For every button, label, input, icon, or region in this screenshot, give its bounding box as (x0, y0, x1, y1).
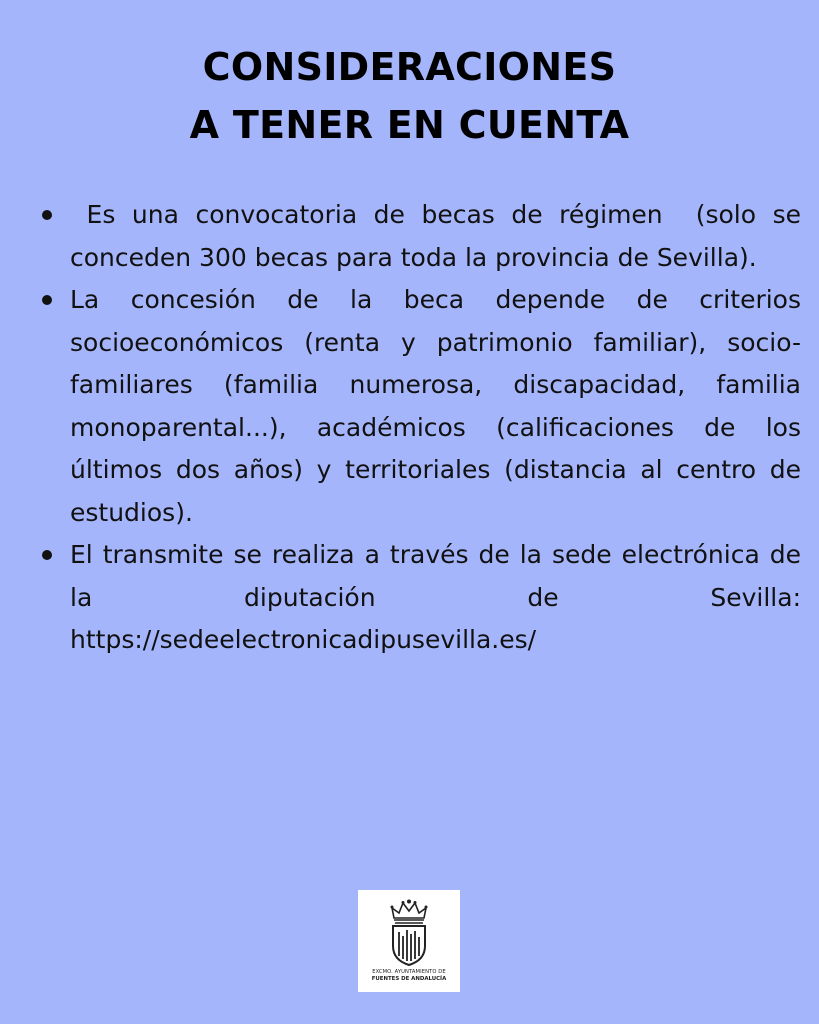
list-item-text: Es una convocatoria de becas de régimen (solo se conceden 300 becas para toda la provincia de Sevilla). (70, 200, 809, 272)
list-item (70, 194, 809, 279)
title-line-1: CONSIDERACIONES (202, 45, 617, 89)
logo-caption-line-1: EXCMO. AYUNTAMIENTO DE (372, 969, 446, 975)
coat-of-arms-icon (386, 898, 432, 968)
logo-caption-line-2: FUENTES DE ANDALUCÍA (371, 976, 447, 982)
list-item (70, 279, 801, 534)
list-item-text: La concesión de la beca depende de criterios socioeconómicos (renta y patrimonio familiar), socio-familiares (familia numerosa, discapacidad, familia monoparental...), académicos (calificaciones de los últimos dos años) y territoriales (distancia al centro de estudios). (70, 285, 801, 527)
title-line-2: A TENER EN CUENTA (189, 103, 630, 147)
list-item (70, 534, 801, 662)
considerations-list (70, 194, 809, 662)
list-item-text: El transmite se realiza a través de la sede electrónica de la diputación de Sevilla: https://sedeelectronicadipusevilla.es/ (70, 540, 801, 654)
town-hall-logo (358, 890, 460, 992)
bullet-icon (42, 550, 52, 560)
bullet-icon (42, 295, 52, 305)
bullet-icon (42, 210, 52, 220)
page-title (0, 38, 819, 154)
